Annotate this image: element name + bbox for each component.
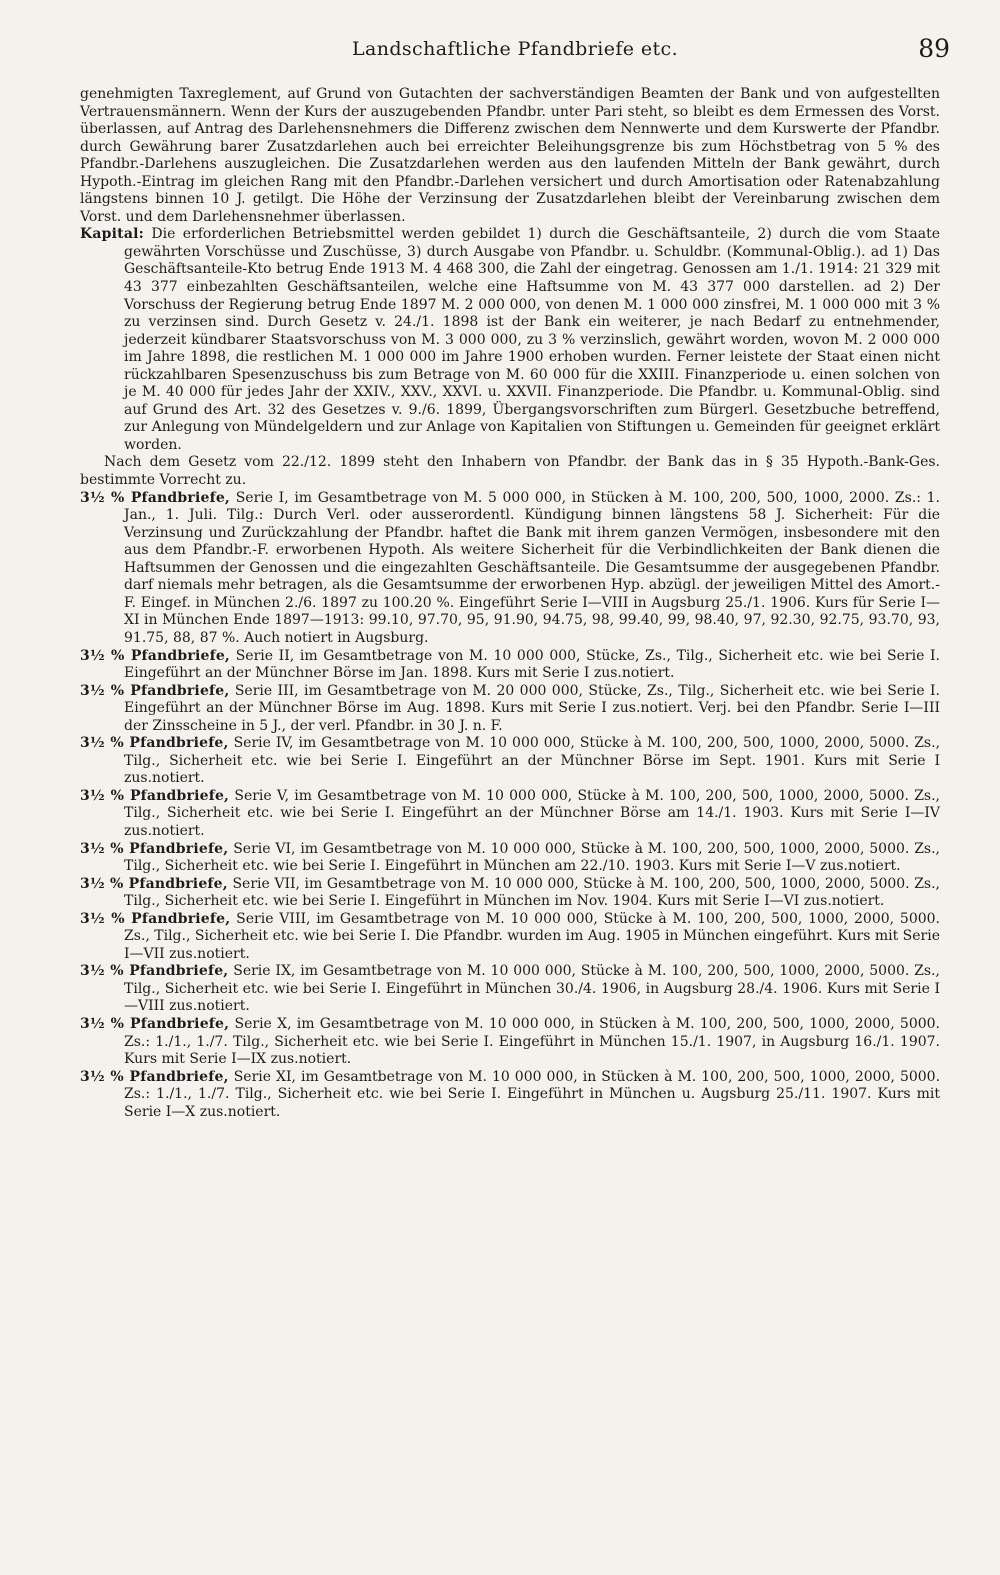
paragraph-text: Serie VII, im Gesamtbetrage von M. 10 000 000, Stücke à M. 100, 200, 500, 1000, 2000, 5000. Zs., Tilg., Sicherheit etc. wie bei Serie I. Eingeführt in München im Nov. 1904. Kurs mit Serie I—VI zus.notiert. (124, 875, 941, 910)
paragraph-text: Serie III, im Gesamtbetrage von M. 20 000 000, Stücke, Zs., Tilg., Sicherheit etc. wie bei Serie I. Eingeführt an der Münchner Börse im Aug. 1898. Kurs mit Serie I zus.notiert. Verj. bei den Pfandbr. Serie I—III der Zinsscheine in 5 J., der verl. Pfandbr. in 30 J. n. F. (124, 682, 940, 734)
page-header (80, 34, 950, 68)
paragraph-serie-10 (80, 1016, 940, 1069)
paragraph-lead: 3½ % Pfandbriefe, (80, 875, 228, 892)
paragraph-text: Die erforderlichen Betriebsmittel werden gebildet 1) durch die Geschäftsanteile, 2) durch die vom Staate gewährten Vorschüsse und Zuschüsse, 3) durch Ausgabe von Pfandbr. u. Schuldbr. (Kommunal-Oblig.). ad 1) Das Geschäftsanteile-Kto betrug Ende 1913 M. 4 468 300, die Zahl der eingetrag. Genossen am 1./1. 1914: 21 329 mit 43 377 einbezahlten Geschäftsanteilen, welche eine Haftsumme von M. 43 377 000 darstellen. ad 2) Der Vorschuss der Regierung betrug Ende 1897 M. 2 000 000, von denen M. 1 000 000 zinsfrei, M. 1 000 000 mit 3 % zu verzinsen sind. Durch Gesetz v. 24./1. 1898 ist der Bank ein weiterer, je nach Bedarf zu entnehmender, jederzeit kündbarer Staatsvorschuss von M. 3 000 000, zu 3 % verzinslich, gewährt worden, wovon M. 2 000 000 im Jahre 1898, die restlichen M. 1 000 000 im Jahre 1900 erhoben wurden. Ferner leistete der Staat einen nicht rückzahlbaren Spesenzuschuss bis zum Betrage von M. 60 000 für die XXIII. Finanzperiode u. einen solchen von je M. 40 000 für jedes Jahr der XXIV., XXV., XXVI. u. XXVII. Finanzperiode. Die Pfandbr. u. Kommunal-Oblig. sind auf Grund des Art. 32 des Gesetzes v. 9./6. 1899, Übergangsvorschriften zum Bürgerl. Gesetzbuche betreffend, zur Anlegung von Mündelgeldern und zur Anlage von Kapitalien von Stiftungen u. Gemeinden für geeignet erklärt worden. (124, 226, 941, 453)
paragraph-text: Serie X, im Gesamtbetrage von M. 10 000 000, in Stücken à M. 100, 200, 500, 1000, 2000, 5000. Zs.: 1./1., 1./7. Tilg., Sicherheit etc. wie bei Serie I. Eingeführt in München 15./1. 1907, in Augsburg 16./1. 1907. Kurs mit Serie I—IX zus.notiert. (124, 1015, 940, 1068)
paragraph-serie-11 (80, 1069, 940, 1122)
paragraph-lead: 3½ % Pfandbriefe, (80, 1015, 230, 1032)
paragraph-serie-7 (80, 876, 940, 911)
paragraph-text: Serie XI, im Gesamtbetrage von M. 10 000 000, in Stücken à M. 100, 200, 500, 1000, 2000, 5000. Zs.: 1./1., 1./7. Tilg., Sicherheit etc. wie bei Serie I. Eingeführt in München u. Augsburg 25./11. 1907. Kurs mit Serie I—X zus.notiert. (124, 1068, 941, 1120)
paragraph-serie-3 (80, 683, 940, 736)
paragraph-lead: 3½ % Pfandbriefe, (80, 647, 231, 664)
paragraph-text: Serie I, im Gesamtbetrage von M. 5 000 000, in Stücken à M. 100, 200, 500, 1000, 2000. Zs.: 1. Jan., 1. Juli. Tilg.: Durch Verl. oder ausserordentl. Kündigung binnen längstens 58 J. Sicherheit: Für die Verzinsung und Zurückzahlung der Pfandbr. haftet die Bank mit ihrem ganzen Vermögen, insbesondere mit den aus dem Pfandbr.-F. erworbenen Hypoth. Als weitere Sicherheit für die Verbindlichkeiten der Bank dienen die Haftsummen der Genossen und die eingezahlten Geschäftsanteile. Die Gesamtsumme der ausgegebenen Pfandbr. darf niemals mehr betragen, als die Gesamtsumme der erworbenen Hyp. abzügl. der jeweiligen Mittel des Amort.-F. Eingef. in München 2./6. 1897 zu 100.20 %. Eingeführt Serie I—VIII in Augsburg 25./1. 1906. Kurs für Serie I—XI in München Ende 1897—1913: 99.10, 97.70, 95, 91.90, 94.75, 98, 99.40, 99, 98.40, 97, 92.30, 92.75, 93.70, 93, 91.75, 88, 87 %. Auch notiert in Augsburg. (124, 489, 941, 646)
paragraph-continuation (80, 86, 940, 226)
paragraph-text: Serie VI, im Gesamtbetrage von M. 10 000 000, Stücke à M. 100, 200, 500, 1000, 2000, 5000. Zs., Tilg., Sicherheit etc. wie bei Serie I. Eingeführt in München am 22./10. 1903. Kurs mit Serie I—V zus.notiert. (124, 840, 941, 875)
paragraph-lead: 3½ % Pfandbriefe, (80, 963, 229, 980)
paragraph-lead: 3½ % Pfandbriefe, (80, 910, 231, 927)
paragraph-text: Serie IX, im Gesamtbetrage von M. 10 000 000, Stücke à M. 100, 200, 500, 1000, 2000, 5000. Zs., Tilg., Sicherheit etc. wie bei Serie I. Eingeführt in München 30./4. 1906, in Augsburg 28./4. 1906. Kurs mit Serie I—VIII zus.notiert. (124, 963, 940, 1015)
paragraph-text: Serie VIII, im Gesamtbetrage von M. 10 000 000, Stücke à M. 100, 200, 500, 1000, 2000, 5000. Zs., Tilg., Sicherheit etc. wie bei Serie I. Die Pfandbr. wurden im Aug. 1905 in München eingeführt. Kurs mit Serie I—VII zus.notiert. (124, 910, 941, 962)
paragraph-serie-9 (80, 963, 940, 1016)
body-text (80, 86, 940, 1121)
paragraph-lead: 3½ % Pfandbriefe, (80, 489, 231, 506)
paragraph-lead: 3½ % Pfandbriefe, (80, 1068, 229, 1085)
paragraph-serie-8 (80, 911, 940, 964)
paragraph-vorrecht (80, 454, 940, 489)
paragraph-lead: 3½ % Pfandbriefe, (80, 840, 229, 857)
paragraph-text: Serie V, im Gesamtbetrage von M. 10 000 000, Stücke à M. 100, 200, 500, 1000, 2000, 5000. Zs., Tilg., Sicherheit etc. wie bei Serie I. Eingeführt an der Münchner Börse am 14./1. 1903. Kurs mit Serie I—IV zus.notiert. (124, 787, 941, 839)
paragraph-serie-5 (80, 788, 940, 841)
paragraph-text: genehmigten Taxreglement, auf Grund von Gutachten der sachverständigen Beamten der Bank und von aufgestellten Vertrauensmännern. Wenn der Kurs der auszugebenden Pfandbr. unter Pari steht, so bleibt es dem Ermessen des Vorst. überlassen, auf Antrag des Darlehensnehmers die Differenz zwischen dem Nennwerte und dem Kurswerte der Pfandbr. durch Gewährung barer Zusatzdarlehen auch bei erreichter Beleihungsgrenze bis zum Höchstbetrag von 5 % des Pfandbr.-Darlehens auszugleichen. Die Zusatzdarlehen werden aus den laufenden Mitteln der Bank gewährt, durch Hypoth.-Eintrag im gleichen Rang mit den Pfandbr.-Darlehen versichert und durch Amortisation oder Ratenabzahlung längstens binnen 10 J. getilgt. Die Höhe der Verzinsung der Zusatzdarlehen bleibt der Vereinbarung zwischen dem Vorst. und dem Darlehensnehmer überlassen. (80, 86, 940, 225)
paragraph-kapital (80, 226, 940, 454)
paragraph-text: Serie II, im Gesamtbetrage von M. 10 000 000, Stücke, Zs., Tilg., Sicherheit etc. wie bei Serie I. Eingeführt an der Münchner Börse im Jan. 1898. Kurs mit Serie I zus.notiert. (124, 647, 941, 682)
paragraph-lead: Kapital: (80, 226, 144, 243)
paragraph-lead: 3½ % Pfandbriefe, (80, 787, 230, 804)
paragraph-text: Nach dem Gesetz vom 22./12. 1899 steht den Inhabern von Pfandbr. der Bank das in § 35 Hypoth.-Bank-Ges. bestimmte Vorrecht zu. (80, 454, 940, 489)
paragraph-serie-4 (80, 735, 940, 788)
paragraph-serie-2 (80, 648, 940, 683)
paragraph-lead: 3½ % Pfandbriefe, (80, 682, 230, 699)
paragraph-serie-1 (80, 490, 940, 648)
paragraph-serie-6 (80, 841, 940, 876)
page-number: 89 (918, 34, 950, 63)
paragraph-lead: 3½ % Pfandbriefe, (80, 735, 229, 752)
paragraph-text: Serie IV, im Gesamtbetrage von M. 10 000 000, Stücke à M. 100, 200, 500, 1000, 2000, 5000. Zs., Tilg., Sicherheit etc. wie bei Serie I. Eingeführt an der Münchner Börse im Sept. 1901. Kurs mit Serie I zus.notiert. (124, 735, 941, 787)
running-title: Landschaftliche Pfandbriefe etc. (351, 38, 679, 60)
